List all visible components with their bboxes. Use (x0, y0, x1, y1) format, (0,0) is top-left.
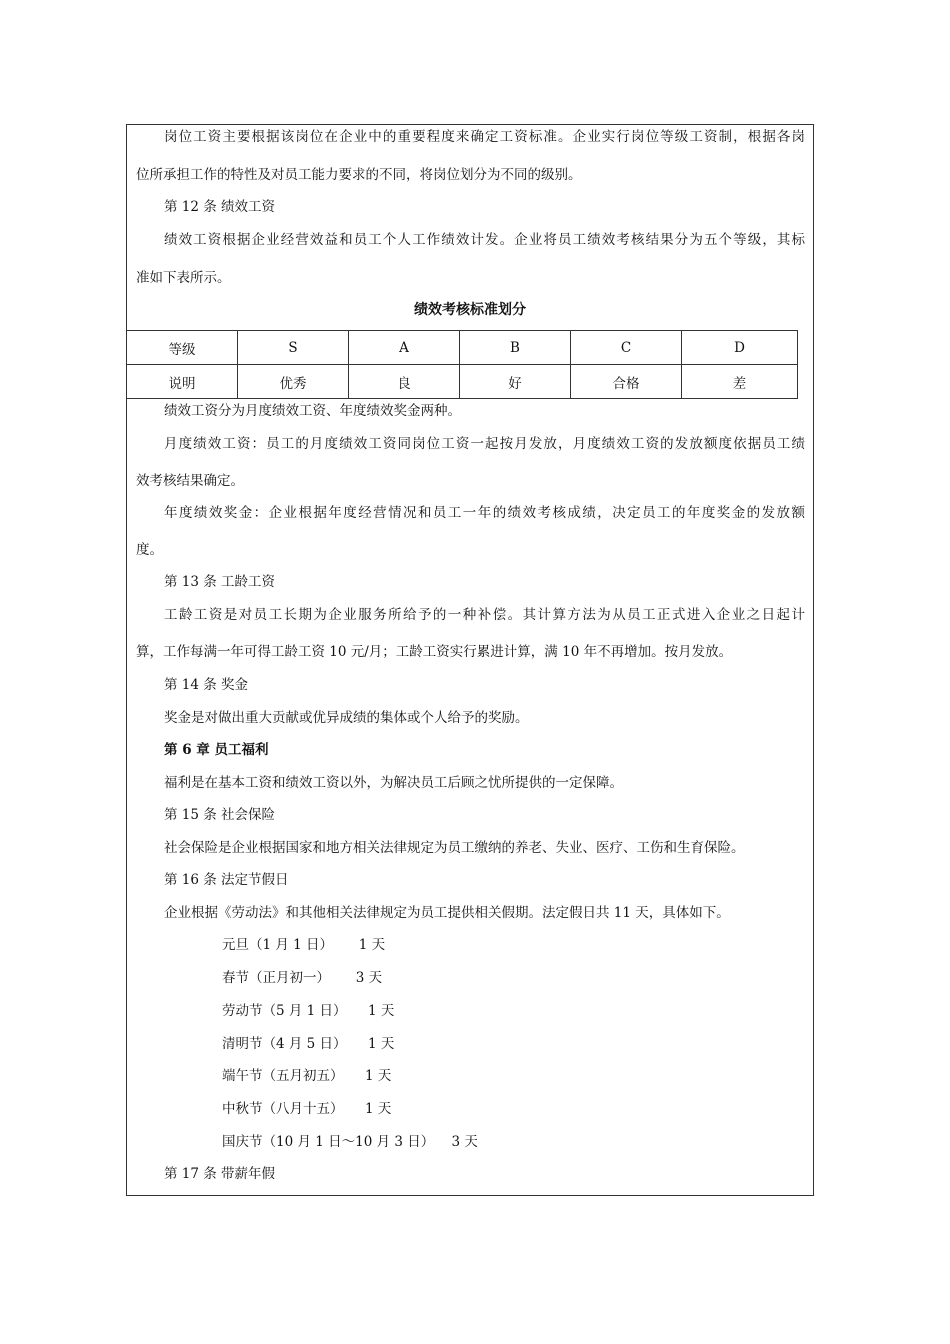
holiday-item: 清明节（4 月 5 日） 1 天 (222, 1036, 395, 1052)
paragraph-line: 度。 (136, 542, 163, 558)
paragraph-line: 社会保险是企业根据国家和地方相关法律规定为员工缴纳的养老、失业、医疗、工伤和生育保险。 (164, 840, 745, 856)
table-cell: 合格 (571, 365, 682, 399)
performance-grade-table (126, 330, 798, 399)
holiday-item: 端午节（五月初五） 1 天 (222, 1068, 392, 1084)
table-cell: 优秀 (238, 365, 349, 399)
holiday-item: 中秋节（八月十五） 1 天 (222, 1101, 392, 1117)
paragraph-line: 福利是在基本工资和绩效工资以外，为解决员工后顾之忧所提供的一定保障。 (164, 775, 623, 791)
holiday-item: 劳动节（5 月 1 日） 1 天 (222, 1003, 395, 1019)
table-title: 绩效考核标准划分 (414, 302, 526, 318)
paragraph-line: 岗位工资主要根据该岗位在企业中的重要程度来确定工资标准。企业实行岗位等级工资制，根据各岗 (164, 129, 805, 145)
paragraph-line: 算，工作每满一年可得工龄工资 10 元/月；工龄工资实行累进计算，满 10 年不再增加。按月发放。 (136, 644, 733, 660)
paragraph-line: 绩效工资根据企业经营效益和员工个人工作绩效计发。企业将员工绩效考核结果分为五个等级，其标 (164, 232, 805, 248)
table-cell: 良 (349, 365, 460, 399)
table-cell: S (238, 331, 349, 365)
table-cell: D (682, 331, 798, 365)
holiday-item: 春节（正月初一） 3 天 (222, 970, 383, 986)
table-cell: A (349, 331, 460, 365)
paragraph-line: 工龄工资是对员工长期为企业服务所给予的一种补偿。其计算方法为从员工正式进入企业之日起计 (164, 607, 805, 623)
paragraph-line: 奖金是对做出重大贡献或优异成绩的集体或个人给予的奖励。 (164, 710, 529, 726)
paragraph-line: 月度绩效工资：员工的月度绩效工资同岗位工资一起按月发放，月度绩效工资的发放额度依据员工绩 (164, 436, 805, 452)
paragraph-line: 准如下表所示。 (136, 270, 231, 286)
table-cell: C (571, 331, 682, 365)
article-heading-16: 第 16 条 法定节假日 (164, 872, 289, 888)
article-heading-17: 第 17 条 带薪年假 (164, 1166, 276, 1182)
paragraph-line: 位所承担工作的特性及对员工能力要求的不同，将岗位划分为不同的级别。 (136, 167, 582, 183)
chapter-heading-6: 第 6 章 员工福利 (164, 742, 269, 758)
table-cell: B (460, 331, 571, 365)
paragraph-line: 年度绩效奖金：企业根据年度经营情况和员工一年的绩效考核成绩，决定员工的年度奖金的发放额 (164, 505, 805, 521)
table-cell: 差 (682, 365, 798, 399)
article-heading-15: 第 15 条 社会保险 (164, 807, 276, 823)
table-cell: 好 (460, 365, 571, 399)
article-heading-13: 第 13 条 工龄工资 (164, 574, 276, 590)
paragraph-line: 绩效工资分为月度绩效工资、年度绩效奖金两种。 (164, 403, 461, 419)
table-cell: 等级 (127, 331, 238, 365)
holiday-item: 元旦（1 月 1 日） 1 天 (222, 937, 386, 953)
paragraph-line: 效考核结果确定。 (136, 473, 244, 489)
holiday-item: 国庆节（10 月 1 日～10 月 3 日） 3 天 (222, 1134, 478, 1150)
article-heading-12: 第 12 条 绩效工资 (164, 199, 276, 215)
paragraph-line: 企业根据《劳动法》和其他相关法律规定为员工提供相关假期。法定假日共 11 天，具体如下。 (164, 905, 730, 921)
table-row (127, 365, 798, 399)
table-cell: 说明 (127, 365, 238, 399)
table-row (127, 331, 798, 365)
article-heading-14: 第 14 条 奖金 (164, 677, 249, 693)
